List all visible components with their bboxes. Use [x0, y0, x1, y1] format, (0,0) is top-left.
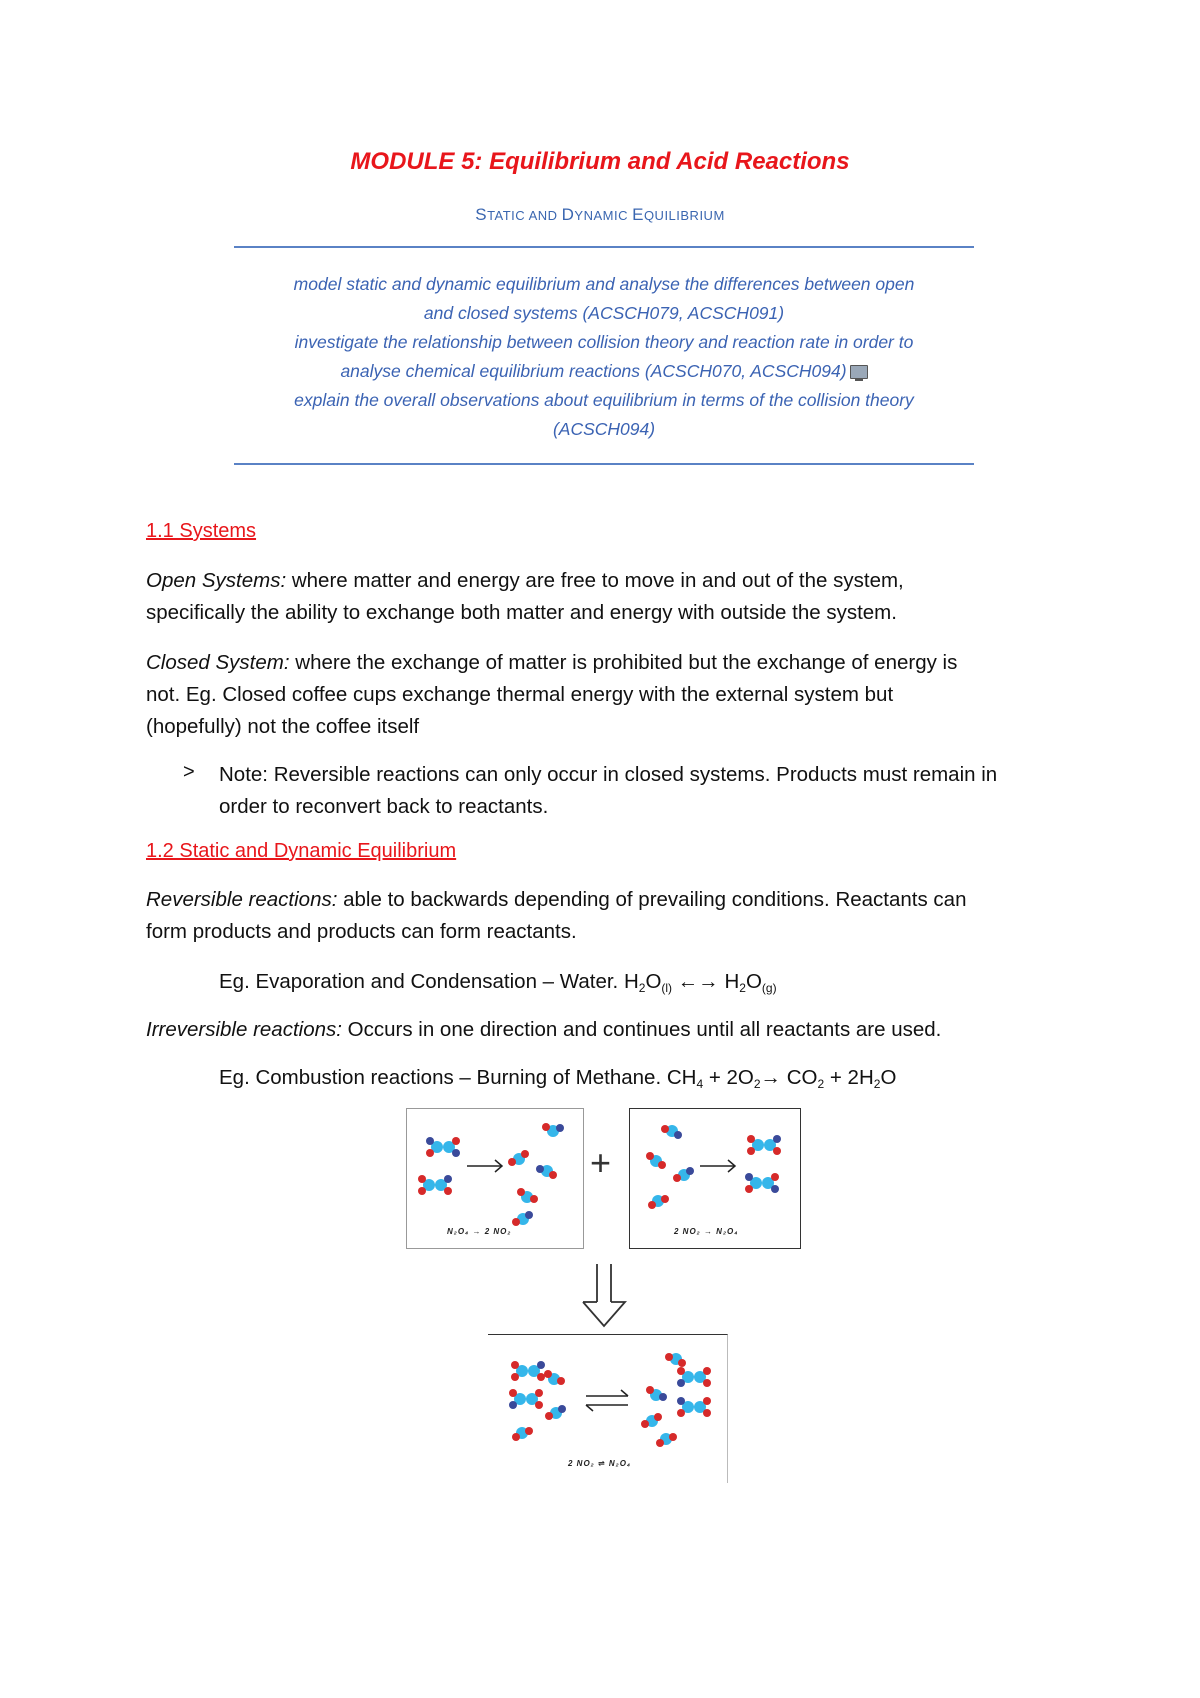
equilibrium-label: 2 NO₂ ⇌ N₂O₄ — [568, 1459, 632, 1468]
double-down-arrow-icon — [580, 1262, 628, 1330]
forward-reaction-label: N₂O₄ → 2 NO₂ — [447, 1227, 512, 1236]
outcomes-bottom-rule — [234, 463, 974, 465]
no2-molecule — [544, 1370, 565, 1385]
n2o4-molecule — [747, 1135, 781, 1155]
outcomes-top-rule — [234, 246, 974, 248]
no2-molecule — [656, 1433, 677, 1447]
no2-molecule — [542, 1123, 564, 1137]
note-paragraph: Note: Reversible reactions can only occur in closed systems. Products must remain in order to reconvert back to reactants. — [219, 763, 998, 818]
irreversible-paragraph: Irreversible reactions: Occurs in one direction and continues until all reactants are used. — [146, 1018, 942, 1041]
no2-molecule — [508, 1150, 529, 1166]
n2o4-molecule — [677, 1397, 711, 1417]
no2-molecule — [665, 1353, 686, 1367]
page-subtitle: STATIC AND DYNAMIC EQUILIBRIUM — [475, 205, 725, 224]
n2o4-molecule — [677, 1367, 711, 1387]
closed-system-paragraph: Closed System: where the exchange of matter is prohibited but the exchange of energy is not. Eg. Closed coffee cups exchange thermal energy with the external system but (hopefully) not the coffee itself — [146, 651, 958, 738]
n2o4-molecule — [745, 1173, 779, 1193]
no2-molecule — [517, 1188, 538, 1203]
reverse-reaction-label: 2 NO₂ → N₂O₄ — [674, 1227, 739, 1236]
no2-molecule — [512, 1427, 533, 1441]
reversible-paragraph: Reversible reactions: able to backwards depending of prevailing conditions. Reactants can form products and products can form reactants. — [146, 888, 967, 943]
section-heading-equilibrium: 1.2 Static and Dynamic Equilibrium — [146, 840, 457, 862]
forward-reaction-panel — [406, 1108, 584, 1249]
bullet-marker: > — [183, 761, 195, 783]
n2o4-molecule — [418, 1175, 452, 1195]
no2-molecule — [641, 1413, 662, 1428]
open-systems-paragraph: Open Systems: where matter and energy are free to move in and out of the system, specifically the ability to exchange both matter and energy with outside the system. — [146, 569, 904, 624]
reverse-reaction-panel — [629, 1108, 801, 1249]
outcome-line: analyse chemical equilibrium reactions (ACSCH070, ACSCH094) — [234, 357, 974, 386]
outcome-line: investigate the relationship between collision theory and reaction rate in order to — [294, 332, 914, 352]
outcome-line: and closed systems (ACSCH079, ACSCH091) — [423, 303, 785, 323]
irreversible-example: Eg. Combustion reactions – Burning of Methane. $CH_4 + 2O_2\to CO_2 + 2H_2O$ — [219, 1066, 897, 1091]
outcome-line: (ACSCH094) — [552, 419, 656, 439]
plus-sign: + — [590, 1142, 612, 1183]
reversible-example: Eg. Evaporation and Condensation – Water. $H_2O_{(l)}$ ←→ $H_2O_{(g)}$ — [219, 970, 777, 995]
no2-molecule — [646, 1152, 666, 1169]
syllabus-outcomes — [234, 270, 974, 444]
no2-molecule — [536, 1165, 557, 1179]
no2-molecule — [648, 1195, 669, 1209]
no2-molecule — [673, 1167, 694, 1182]
outcome-line: model static and dynamic equilibrium and analyse the differences between open — [293, 274, 915, 294]
computer-icon — [850, 365, 868, 379]
no2-molecule — [545, 1405, 566, 1420]
no2-molecule — [646, 1386, 667, 1401]
no2-molecule — [512, 1211, 533, 1226]
n2o4-molecule — [509, 1389, 543, 1409]
no2-molecule — [661, 1125, 682, 1139]
equilibrium-panel — [488, 1334, 728, 1483]
outcome-line: explain the overall observations about equilibrium in terms of the collision theory — [294, 390, 914, 410]
section-heading-systems: 1.1 Systems — [146, 520, 257, 542]
n2o4-molecule — [426, 1137, 460, 1157]
n2o4-molecule — [511, 1361, 545, 1381]
page-title: MODULE 5: Equilibrium and Acid Reactions — [350, 148, 850, 175]
